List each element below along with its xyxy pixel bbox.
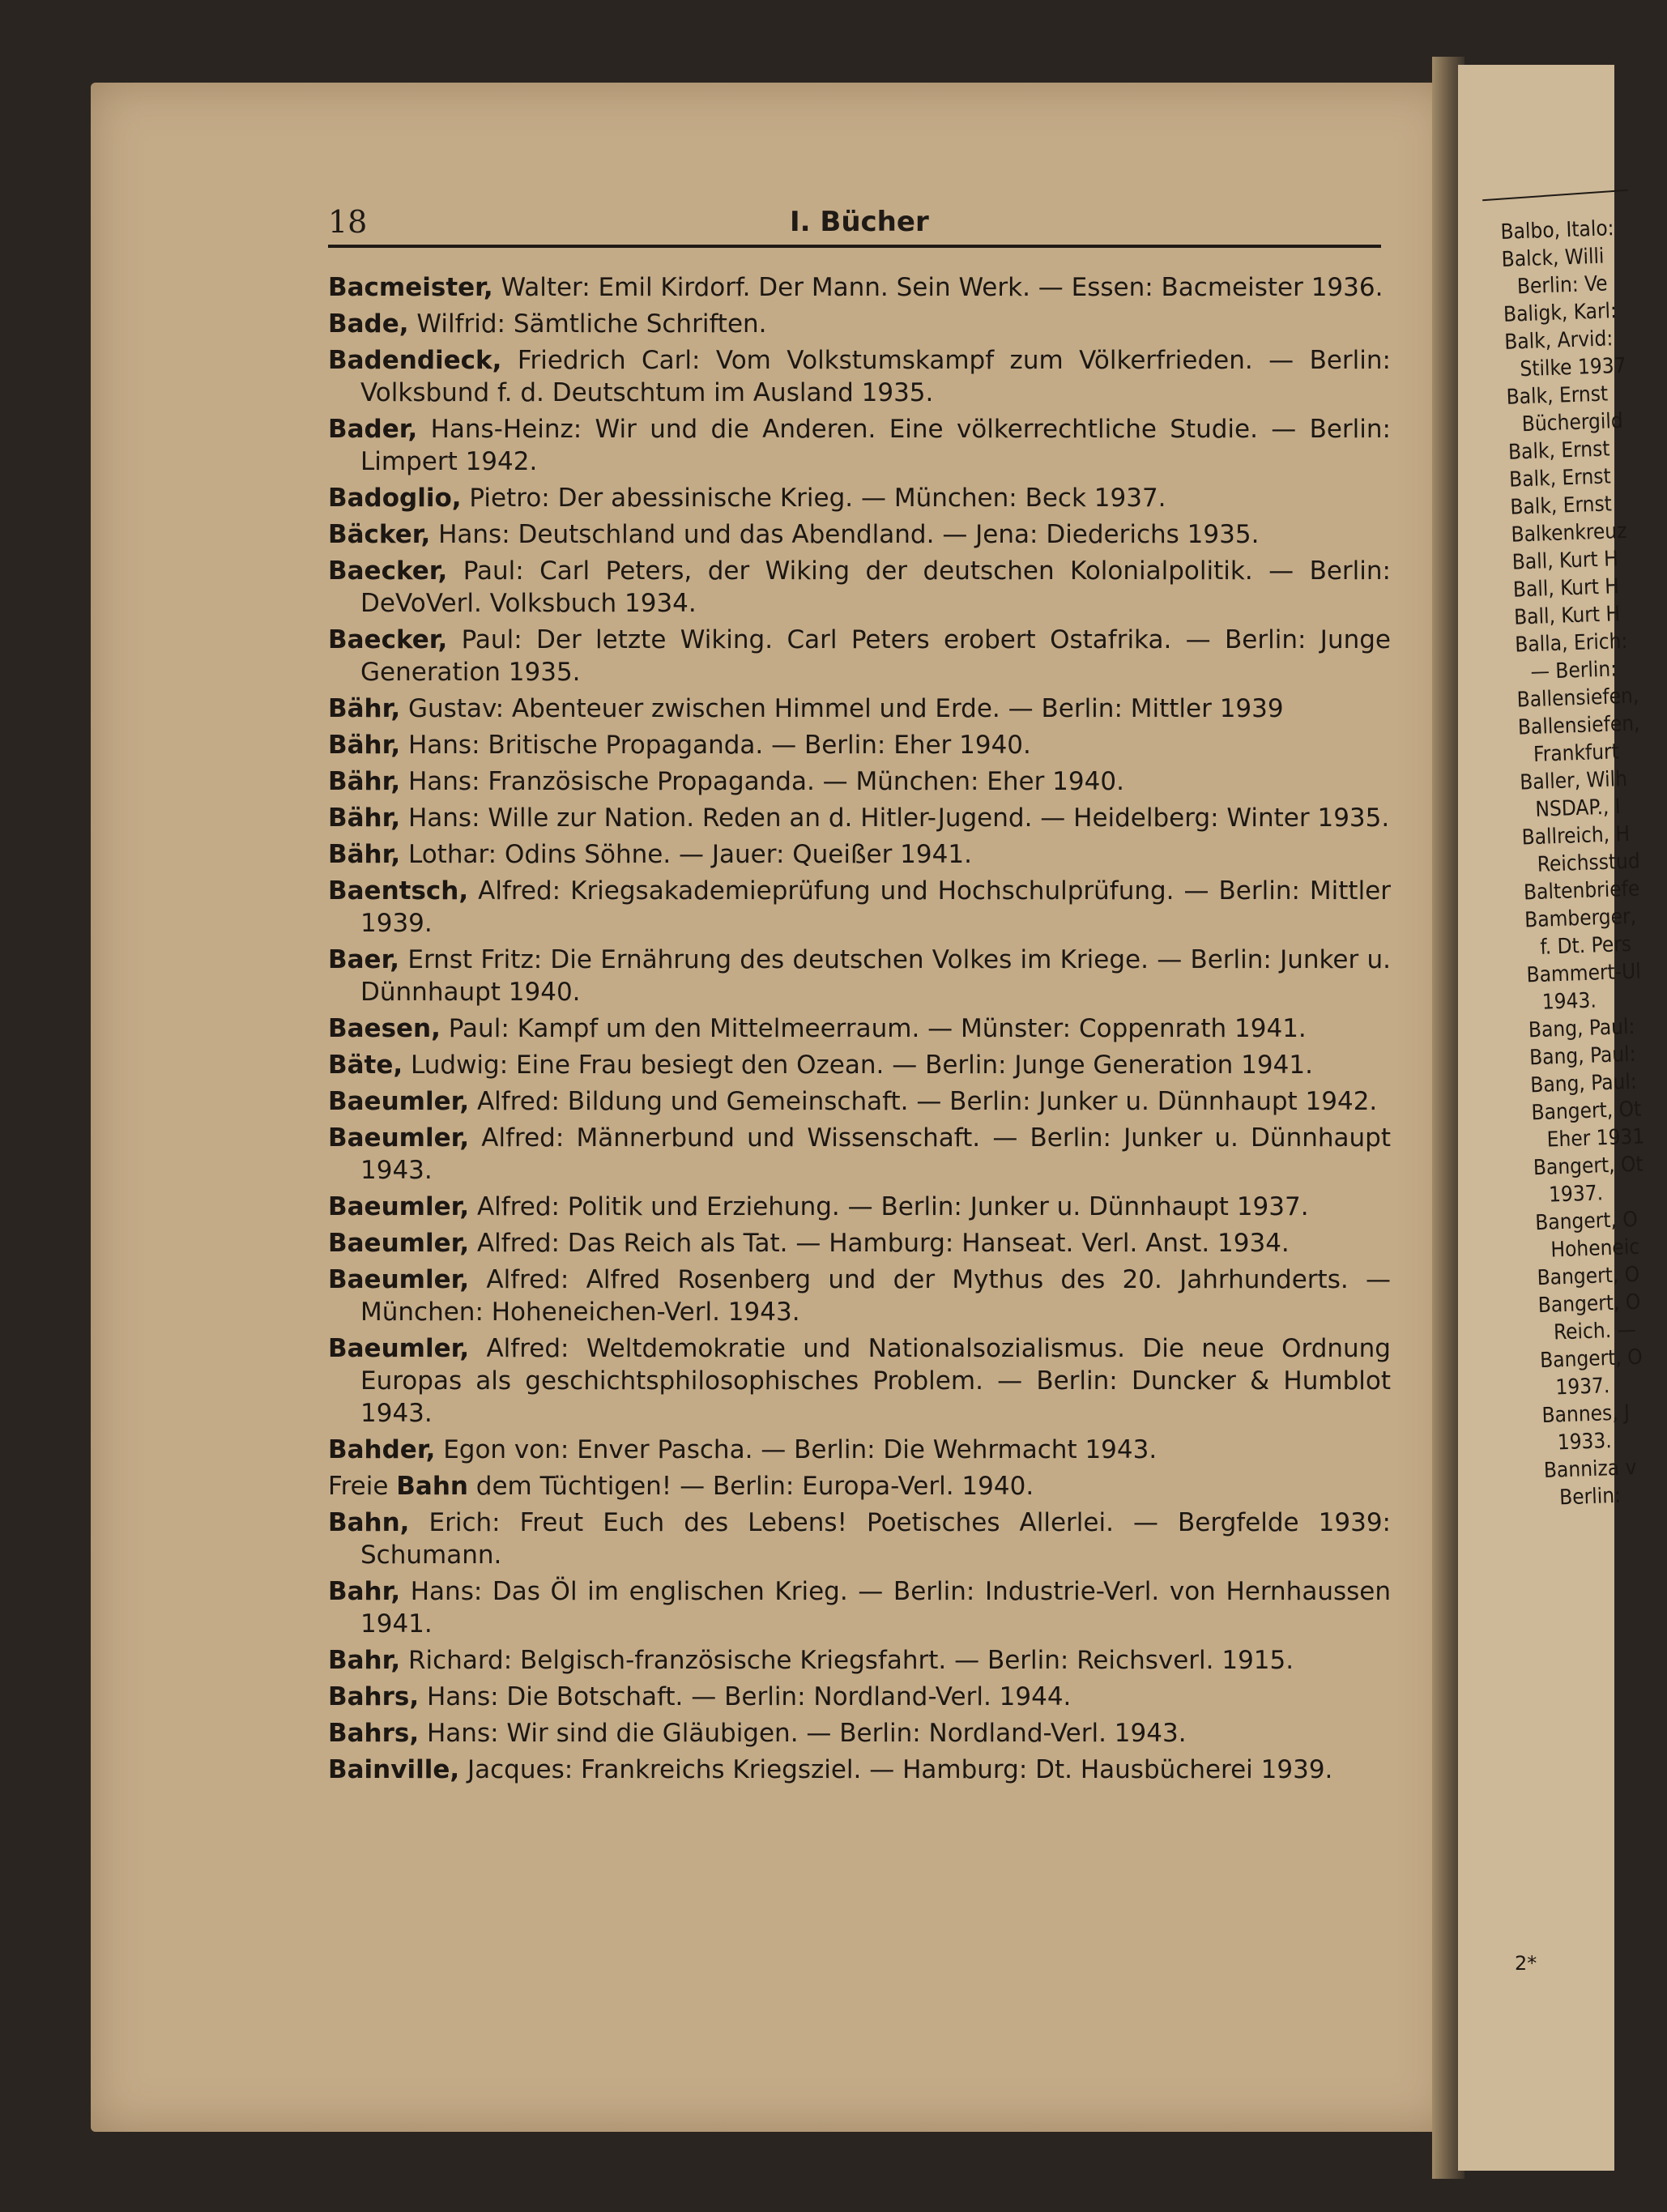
facing-page-fragment: Ballreich, H <box>1521 821 1631 850</box>
facing-page-fragment: Balla, Erich: <box>1514 629 1628 658</box>
entry-author: Bähr, <box>328 694 401 723</box>
entry-author: Bade, <box>328 309 409 339</box>
entry-text: Hans-Heinz: Wir und die Anderen. Eine völkerrechtliche Studie. — Berlin: Limpert 1942. <box>360 415 1391 476</box>
facing-page-fragment: Balk, Ernst <box>1509 492 1613 520</box>
facing-page-fragment: Stilke 1937 <box>1519 353 1626 382</box>
facing-page-column <box>1500 215 1667 1512</box>
entry-text: Hans: Die Botschaft. — Berlin: Nordland-Verl. 1944. <box>419 1682 1072 1711</box>
bibliography-entry <box>328 802 1391 834</box>
entry-text: Richard: Belgisch-französische Kriegsfahrt. — Berlin: Reichsverl. 1915. <box>400 1646 1294 1675</box>
facing-page-fragment: Berlin: <box>1558 1483 1622 1511</box>
entry-text: Paul: Kampf um den Mittelmeerraum. — Münster: Coppenrath 1941. <box>440 1014 1307 1043</box>
entry-author: Bähr, <box>328 840 401 869</box>
facing-page-fragment: Baller, Wilh <box>1519 766 1628 795</box>
facing-page-fragment: Ballensiefen, <box>1516 684 1639 713</box>
facing-page-fragment: Balkenkreuz <box>1511 518 1627 548</box>
entry-author: Baeumler, <box>328 1229 470 1258</box>
entry-text: Ludwig: Eine Frau besiegt den Ozean. — Berlin: Junge Generation 1941. <box>403 1051 1313 1080</box>
entry-text: Hans: Französische Propaganda. — München: Eher 1940. <box>400 767 1124 796</box>
bibliography-entry <box>328 271 1391 304</box>
facing-page-fragment: Balk, Ernst <box>1508 464 1612 492</box>
facing-page-fragment: Reich. — <box>1553 1317 1637 1345</box>
bibliography-entry <box>328 413 1391 478</box>
facing-page-fragment: Bangert, O <box>1539 1345 1644 1374</box>
bibliography-entry <box>328 1264 1391 1328</box>
entry-text: Paul: Carl Peters, der Wiking der deutschen Kolonialpolitik. — Berlin: DeVoVerl. Volksbuch 1934. <box>360 556 1391 618</box>
running-title: I. Bücher <box>790 206 929 238</box>
facing-page-fragment: Reichsstud <box>1537 849 1641 877</box>
facing-page-fragment: Balk, Arvid: <box>1503 326 1614 355</box>
entry-text: Hans: Das Öl im englischen Krieg. — Berlin: Industrie-Verl. von Hernhaussen 1941. <box>360 1577 1391 1639</box>
entry-text: Friedrich Carl: Vom Volkstumskampf zum Völkerfrieden. — Berlin: Volksbund f. d. Deutschtum im Ausland 1935. <box>360 346 1391 407</box>
bibliography-entry <box>328 1122 1391 1187</box>
bibliography-entry <box>328 308 1391 340</box>
entry-author: Baeumler, <box>328 1123 470 1153</box>
entry-author: Badoglio, <box>328 484 462 513</box>
facing-page-fragment: Bamberger, <box>1524 904 1637 933</box>
entry-author: Baentsch, <box>328 876 469 906</box>
bibliography-entry <box>328 944 1391 1008</box>
entry-author: Bacmeister, <box>328 273 493 302</box>
entry-author: Baeumler, <box>328 1265 470 1294</box>
facing-page-fragment: Ballensiefen, <box>1517 711 1640 740</box>
facing-page-fragment: Baligk, Karl: <box>1503 299 1618 327</box>
entry-author: Bader, <box>328 415 418 444</box>
bibliography-entry <box>328 1575 1391 1640</box>
facing-page-fragment: Bangert, O <box>1537 1262 1640 1291</box>
facing-page-fragment: 1943. <box>1541 988 1597 1015</box>
facing-page-fragment: Berlin: Ve <box>1516 271 1608 300</box>
facing-page-fragment: Ball, Kurt H <box>1512 574 1620 603</box>
page-header <box>328 204 1381 248</box>
facing-page-fragment: Frankfurt <box>1533 739 1620 767</box>
entry-author: Baeumler, <box>328 1192 470 1221</box>
facing-page-fragment: Ball, Kurt H <box>1511 547 1619 575</box>
entry-author: Bähr, <box>328 731 401 760</box>
bibliography-entry <box>328 1507 1391 1571</box>
facing-page-fragment: Bangert, Ot <box>1533 1152 1644 1181</box>
entry-author: Bäcker, <box>328 520 431 549</box>
bibliography-entry <box>328 1681 1391 1713</box>
facing-page-fragment: Hoheneic <box>1550 1234 1640 1263</box>
bibliography-entry <box>328 555 1391 620</box>
entry-author: Baeumler, <box>328 1087 470 1116</box>
entry-text: Hans: Deutschland und das Abendland. — Jena: Diederichs 1935. <box>430 520 1260 549</box>
facing-page-fragment: Bang, Paul: <box>1528 1014 1635 1043</box>
entry-author: Bahn, <box>328 1508 410 1537</box>
facing-page-fragment: Bammert-Ul <box>1526 959 1642 988</box>
bibliography-entry <box>328 518 1391 551</box>
entry-author: Bahr, <box>328 1646 401 1675</box>
entry-author: Bähr, <box>328 803 401 833</box>
bibliography-entry <box>328 624 1391 688</box>
facing-page-fragment: NSDAP., I <box>1534 795 1622 822</box>
bibliography-entry <box>328 838 1391 871</box>
entry-text: Erich: Freut Euch des Lebens! Poetisches Allerlei. — Bergfelde 1939: Schumann. <box>360 1508 1391 1570</box>
bibliography-entry <box>328 1717 1391 1750</box>
entry-text: Hans: Wille zur Nation. Reden an d. Hitler-Jugend. — Heidelberg: Winter 1935. <box>400 803 1390 833</box>
entry-text: Gustav: Abenteuer zwischen Himmel und Erde. — Berlin: Mittler 1939 <box>400 694 1284 723</box>
entry-text: Ernst Fritz: Die Ernährung des deutschen Volkes im Kriege. — Berlin: Junker u. Dünnhaupt 1940. <box>360 945 1391 1007</box>
entry-author: Baecker, <box>328 625 448 654</box>
facing-page-fragment: Banniza v <box>1543 1455 1637 1484</box>
facing-page-fragment: Bangert, O <box>1537 1289 1641 1319</box>
bibliography-entry <box>328 1754 1391 1786</box>
facing-page-fragment: Balbo, Italo: <box>1500 216 1615 245</box>
bibliography-entry <box>328 1012 1391 1045</box>
bibliography-entry <box>328 1049 1391 1081</box>
entry-text: Alfred: Kriegsakademieprüfung und Hochschulprüfung. — Berlin: Mittler 1939. <box>360 876 1391 938</box>
entry-text: Paul: Der letzte Wiking. Carl Peters erobert Ostafrika. — Berlin: Junge Generation 1935. <box>360 625 1391 687</box>
bibliography-entry <box>328 1227 1391 1259</box>
entry-text: Hans: Britische Propaganda. — Berlin: Eher 1940. <box>400 731 1031 760</box>
entry-author: Baesen, <box>328 1014 441 1043</box>
facing-page-fragment: 1933. <box>1557 1429 1613 1455</box>
bibliography-entry <box>328 875 1391 940</box>
entry-text: dem Tüchtigen! — Berlin: Europa-Verl. 1940. <box>467 1472 1034 1501</box>
facing-page-fragment: — Berlin: <box>1530 657 1618 685</box>
facing-page-fragment: Balk, Ernst <box>1507 437 1610 465</box>
bibliography-list <box>328 271 1391 1790</box>
entry-text: Pietro: Der abessinische Krieg. — München: Beck 1937. <box>461 484 1166 513</box>
entry-text: Alfred: Bildung und Gemeinschaft. — Berlin: Junker u. Dünnhaupt 1942. <box>469 1087 1378 1116</box>
page-number: 18 <box>328 204 368 240</box>
facing-page-fragment: Eher 1931 <box>1546 1124 1645 1153</box>
entry-author: Baecker, <box>328 556 448 586</box>
facing-page-fragment: Bannes, J <box>1541 1400 1631 1429</box>
entry-text: Alfred: Politik und Erziehung. — Berlin: Junker u. Dünnhaupt 1937. <box>469 1192 1309 1221</box>
bibliography-entry <box>328 1332 1391 1430</box>
bibliography-entry <box>328 344 1391 409</box>
entry-author: Bahr, <box>328 1577 401 1606</box>
bibliography-entry <box>328 1191 1391 1223</box>
facing-page-fragment: Bangert, O <box>1534 1207 1639 1236</box>
bibliography-entry <box>328 693 1391 725</box>
entry-text: Alfred: Das Reich als Tat. — Hamburg: Hanseat. Verl. Anst. 1934. <box>469 1229 1290 1258</box>
facing-page-fragment: Baltenbriefe <box>1523 876 1640 906</box>
entry-text: Alfred: Weltdemokratie und Nationalsozialismus. Die neue Ordnung Europas als geschichtsphilosophisches Problem. — Berlin: Duncker & Humblot 1943. <box>360 1334 1391 1428</box>
facing-page-fragment: Büchergild <box>1521 408 1624 437</box>
entry-author: Badendieck, <box>328 346 502 375</box>
entry-author: Baeumler, <box>328 1334 470 1363</box>
entry-prefix: Freie <box>328 1472 397 1501</box>
facing-page-fragment: Bangert, Ot <box>1531 1097 1642 1126</box>
facing-page <box>1458 65 1645 2171</box>
entry-text: Jacques: Frankreichs Kriegsziel. — Hamburg: Dt. Hausbücherei 1939. <box>459 1755 1333 1784</box>
entry-text: Lothar: Odins Söhne. — Jauer: Queißer 1941. <box>400 840 972 869</box>
bibliography-entry <box>328 1470 1391 1502</box>
entry-author: Bahrs, <box>328 1719 420 1748</box>
entry-author: Bähr, <box>328 767 401 796</box>
entry-text: Alfred: Männerbund und Wissenschaft. — Berlin: Junker u. Dünnhaupt 1943. <box>360 1123 1391 1185</box>
facing-page-fragment: Balk, Ernst <box>1506 381 1609 410</box>
entry-text: Alfred: Alfred Rosenberg und der Mythus des 20. Jahrhunderts. — München: Hoheneichen-Verl. 1943. <box>360 1265 1391 1327</box>
bibliography-entry <box>328 765 1391 798</box>
facing-page-fragment: Balck, Willi <box>1501 244 1605 272</box>
facing-page-fragment: Bang, Paul: <box>1529 1069 1638 1098</box>
facing-page-fragment: 1937. <box>1554 1374 1610 1400</box>
bibliography-entry <box>328 1434 1391 1466</box>
entry-author: Bäte, <box>328 1051 403 1080</box>
bibliography-entry <box>328 1085 1391 1118</box>
entry-author: Bainville, <box>328 1755 460 1784</box>
bibliography-entry <box>328 729 1391 761</box>
signature-mark: 2* <box>1515 1952 1537 1975</box>
facing-page-fragment: Ball, Kurt H <box>1513 602 1621 630</box>
entry-text: Wilfrid: Sämtliche Schriften. <box>408 309 767 339</box>
facing-page-fragment: f. Dt. Pers <box>1539 931 1632 960</box>
facing-page-fragment: 1937. <box>1548 1181 1604 1208</box>
entry-text: Hans: Wir sind die Gläubigen. — Berlin: Nordland-Verl. 1943. <box>419 1719 1187 1748</box>
bibliography-entry <box>328 1644 1391 1677</box>
entry-text: Walter: Emil Kirdorf. Der Mann. Sein Werk. — Essen: Bacmeister 1936. <box>492 273 1383 302</box>
entry-text: Egon von: Enver Pascha. — Berlin: Die Wehrmacht 1943. <box>435 1435 1158 1464</box>
entry-author: Bahder, <box>328 1435 436 1464</box>
entry-author: Bahrs, <box>328 1682 420 1711</box>
entry-author: Bahn <box>396 1472 468 1501</box>
facing-page-rule <box>1482 190 1628 202</box>
bibliography-entry <box>328 482 1391 514</box>
facing-page-fragment: Bang, Paul: <box>1528 1042 1637 1071</box>
entry-author: Baer, <box>328 945 400 974</box>
